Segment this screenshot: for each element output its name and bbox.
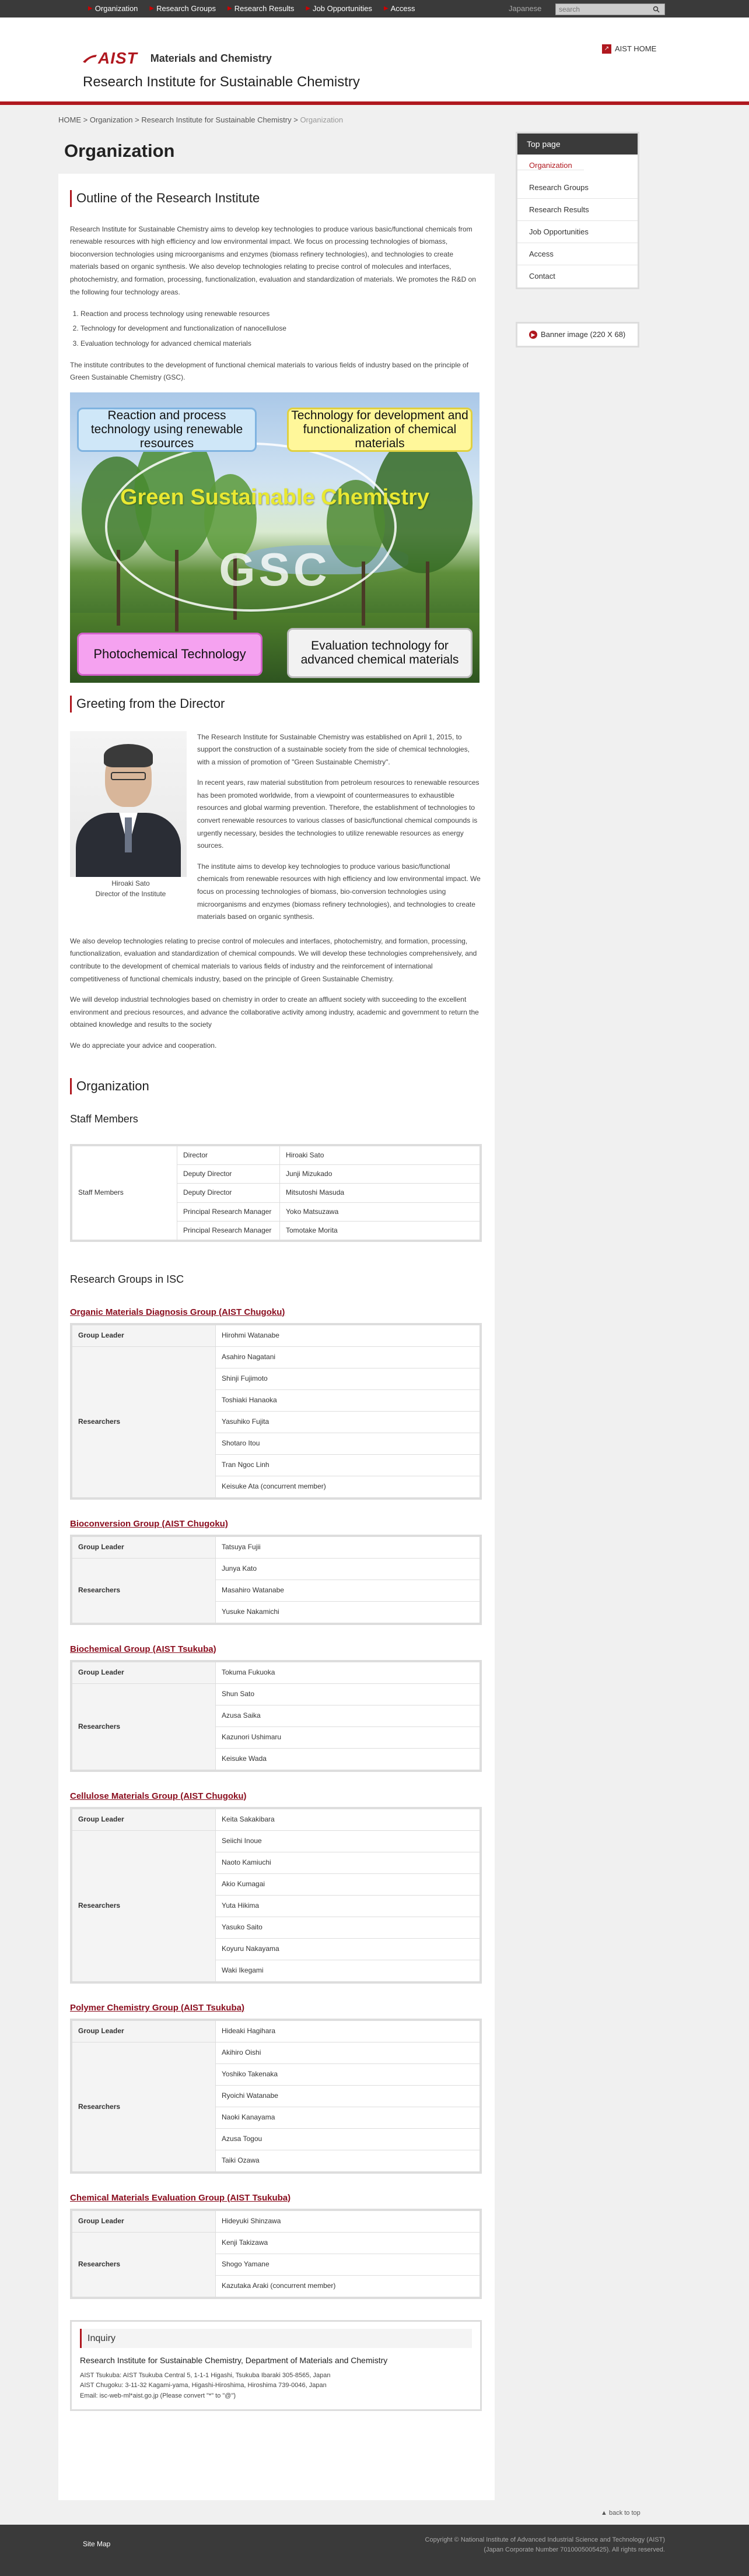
sidebar-item-organization[interactable]: Organization <box>517 161 584 170</box>
nav-label: Research Groups <box>156 3 216 13</box>
table-row <box>72 1662 480 1683</box>
researcher-name: Yasuko Saito <box>216 1917 480 1938</box>
breadcrumb-institute[interactable]: Research Institute for Sustainable Chemistry <box>141 115 292 124</box>
director-photo <box>70 731 187 877</box>
group-leader-name: Tatsuya Fujii <box>216 1536 480 1558</box>
table-row <box>72 2042 480 2063</box>
researcher-name: Keisuke Wada <box>216 1748 480 1770</box>
group-leader-label: Group Leader <box>72 1536 216 1558</box>
table-row <box>72 1325 480 1346</box>
back-to-top-label: back to top <box>608 2510 640 2517</box>
aist-home-link[interactable] <box>602 43 656 55</box>
researchers-label: Researchers <box>72 2232 216 2297</box>
arrow-icon: ▶ <box>306 5 311 12</box>
chevron-right-icon: ▶ <box>529 331 537 339</box>
nav-label: Research Results <box>234 3 295 13</box>
group-leader-name: Hideyuki Shinzawa <box>216 2210 480 2232</box>
group-table <box>70 1660 482 1772</box>
breadcrumb-sep: > <box>132 115 142 124</box>
table-row <box>72 1830 480 1852</box>
gsc-figure <box>70 392 480 683</box>
site-header <box>0 17 749 105</box>
nav-organization[interactable] <box>83 3 144 15</box>
staff-role: Principal Research Manager <box>177 1202 280 1221</box>
breadcrumb-organization[interactable]: Organization <box>89 115 133 124</box>
researcher-name: Kazutaka Araki (concurrent member) <box>216 2275 480 2297</box>
sidebar-item-research-groups[interactable]: Research Groups <box>517 177 638 199</box>
group-table <box>70 1323 482 1500</box>
staff-name: Yoko Matsuzawa <box>280 1202 480 1221</box>
researcher-name: Shinji Fujimoto <box>216 1368 480 1389</box>
arrow-icon: ▶ <box>149 5 155 12</box>
group-table <box>70 2209 482 2299</box>
site-logo[interactable] <box>83 50 272 66</box>
group-table <box>70 2019 482 2174</box>
nav-label: Job Opportunities <box>313 3 372 13</box>
table-row <box>72 1536 480 1558</box>
outline-paragraph: The institute contributes to the development of functional chemical materials to various fields of industry based on the principle of Green Sustainable Chemistry (GSC). <box>70 360 469 382</box>
researcher-name: Ryoichi Watanabe <box>216 2085 480 2107</box>
hair-shape <box>104 744 153 767</box>
top-bar <box>0 0 749 17</box>
breadcrumb-sep: > <box>291 115 300 124</box>
gsc-box-renewable: Reaction and process technology using renewable resources <box>77 408 257 452</box>
staff-role: Deputy Director <box>177 1165 280 1184</box>
group-title-link[interactable]: Cellulose Materials Group (AIST Chugoku) <box>70 1791 247 1801</box>
inquiry-address: AIST Chugoku: 3-11-32 Kagami-yama, Higashi-Hiroshima, Hiroshima 739-0046, Japan <box>80 2382 327 2389</box>
group-leader-label: Group Leader <box>72 1809 216 1830</box>
copyright-line: Copyright © National Institute of Advanced Industrial Science and Technology (AIST) <box>425 2536 665 2543</box>
sidebar-item-job-opportunities[interactable]: Job Opportunities <box>517 221 638 243</box>
researcher-name: Asahiro Nagatani <box>216 1346 480 1368</box>
site-footer <box>0 2525 749 2576</box>
researcher-name: Keisuke Ata (concurrent member) <box>216 1476 480 1497</box>
table-row <box>72 1683 480 1705</box>
research-groups <box>70 1305 482 2299</box>
researcher-name: Akio Kumagai <box>216 1873 480 1895</box>
search-box <box>555 3 665 15</box>
nav-job-opportunities[interactable] <box>300 3 379 15</box>
staff-name: Tomotake Morita <box>280 1221 480 1240</box>
director-heading: Greeting from the Director <box>70 696 482 713</box>
inquiry-box <box>70 2320 482 2412</box>
director-paragraph: We do appreciate your advice and cooperation. <box>70 1041 217 1050</box>
group-table <box>70 1807 482 1984</box>
aist-home-label: AIST HOME <box>615 44 657 53</box>
breadcrumb-home[interactable]: HOME <box>58 115 81 124</box>
researcher-name: Masahiro Watanabe <box>216 1580 480 1601</box>
table-row <box>72 1346 480 1368</box>
researchers-label: Researchers <box>72 1558 216 1623</box>
gsc-box-evaluation: Evaluation technology for advanced chemical materials <box>287 628 473 678</box>
director-caption <box>70 878 191 899</box>
staff-name: Mitsutoshi Masuda <box>280 1184 480 1202</box>
researcher-name: Kenji Takizawa <box>216 2232 480 2254</box>
table-row <box>72 2020 480 2042</box>
staff-label: Staff Members <box>72 1146 177 1240</box>
director-paragraph: We also develop technologies relating to precise control of molecules and interfaces, photochemistry, and formation, processing, functionalization, evaluation and standardization of chemical compounds. We will develop these technologies comprehensively, and contribute to the development of chemical materials to various fields of industry and the reinforcement of international competitiveness of functional chemicals industry, based on the principle of Green Sustainable Chemistry. <box>70 936 477 983</box>
top-nav <box>83 0 422 17</box>
search-input[interactable] <box>556 4 649 15</box>
banner-label: Banner image (220 X 68) <box>541 329 626 339</box>
researchers-label: Researchers <box>72 1346 216 1497</box>
director-paragraph: The institute aims to develop key technologies to produce various basic/functional chemicals from renewable resources with high efficiency and low environmental impact. We focus on processing technologies of biomass, bio-conversion technologies using microorganisms and enzymes (biomass refinery technologies), and technologies to create materials based on organic synthesis. <box>197 862 481 921</box>
sidebar-menu <box>516 132 639 289</box>
aist-swoosh-icon <box>83 54 97 63</box>
group-leader-name: Keita Sakakibara <box>216 1809 480 1830</box>
arrow-icon: ▶ <box>88 5 93 12</box>
sidebar-item-research-results[interactable]: Research Results <box>517 199 638 221</box>
gsc-title: Green Sustainable Chemistry <box>120 485 430 510</box>
inquiry-heading: Inquiry <box>80 2329 472 2349</box>
group-leader-label: Group Leader <box>72 2210 216 2232</box>
tie-shape <box>125 817 132 852</box>
search-icon[interactable] <box>649 4 663 15</box>
researcher-name: Akihiro Oishi <box>216 2042 480 2063</box>
group-title-link[interactable]: Organic Materials Diagnosis Group (AIST Chugoku) <box>70 1307 285 1317</box>
staff-heading: Staff Members <box>70 1113 138 1125</box>
researcher-name: Shun Sato <box>216 1683 480 1705</box>
group-leader-name: Tokuma Fukuoka <box>216 1662 480 1683</box>
group-title-link[interactable]: Polymer Chemistry Group (AIST Tsukuba) <box>70 2002 244 2013</box>
staff-table <box>70 1144 482 1242</box>
nav-research-results[interactable] <box>222 3 300 15</box>
researcher-name: Toshiaki Hanaoka <box>216 1389 480 1411</box>
director-text <box>191 731 482 932</box>
nav-access[interactable] <box>379 3 422 15</box>
researcher-name: Kazunori Ushimaru <box>216 1726 480 1748</box>
researcher-name: Koyuru Nakayama <box>216 1938 480 1960</box>
arrow-icon: ▶ <box>228 5 232 12</box>
inquiry-org: Research Institute for Sustainable Chemistry, Department of Materials and Chemistry <box>80 2356 388 2366</box>
groups-heading: Research Groups in ISC <box>70 1273 184 1285</box>
glasses-shape <box>111 772 146 780</box>
staff-role: Principal Research Manager <box>177 1221 280 1240</box>
researcher-name: Junya Kato <box>216 1558 480 1580</box>
researcher-name: Yusuke Nakamichi <box>216 1601 480 1623</box>
researcher-name: Naoki Kanayama <box>216 2107 480 2128</box>
inquiry-address: AIST Tsukuba: AIST Tsukuba Central 5, 1-1-1 Higashi, Tsukuba Ibaraki 305-8565, Japan <box>80 2371 331 2379</box>
staff-name: Junji Mizukado <box>280 1165 480 1184</box>
page-title: Organization <box>64 141 175 161</box>
group-title-link[interactable]: Bioconversion Group (AIST Chugoku) <box>70 1518 228 1529</box>
group-title-link[interactable]: Chemical Materials Evaluation Group (AIST Tsukuba) <box>70 2192 291 2203</box>
department-name: Materials and Chemistry <box>150 52 272 64</box>
arrow-icon: ▶ <box>383 5 388 12</box>
director-paragraph: The Research Institute for Sustainable Chemistry was established on April 1, 2015, to support the construction of a sustainable society from the side of chemical technologies, with a mission of promotion of "Green Sustainable Chemistry". <box>197 732 470 766</box>
banner-link[interactable] <box>516 322 639 348</box>
sidebar-head[interactable]: Top page <box>517 134 638 155</box>
list-item: 1. Reaction and process technology using renewable resources <box>80 307 482 321</box>
language-link[interactable]: Japanese <box>509 4 542 13</box>
copyright <box>420 2535 665 2554</box>
director-paragraph: We will develop industrial technologies based on chemistry in order to create an affluent society with succeeding to the excellent environment and precious resources, and advance the collaborative activity among industry, academic and government to return the obtained knowledge and results to the society <box>70 995 479 1029</box>
breadcrumb-current: Organization <box>300 115 344 124</box>
staff-role: Deputy Director <box>177 1184 280 1202</box>
gsc-box-photochemical: Photochemical Technology <box>77 633 262 676</box>
group-table <box>70 1535 482 1625</box>
director-name: Hiroaki Sato <box>111 879 150 887</box>
gsc-abbr: GSC <box>219 543 331 595</box>
external-link-icon: ↗ <box>602 44 611 54</box>
table-row <box>72 1558 480 1580</box>
nav-label: Organization <box>94 3 138 13</box>
site-title: Research Institute for Sustainable Chemistry <box>83 74 360 90</box>
technology-list <box>80 307 482 351</box>
sidebar-item-contact[interactable]: Contact <box>529 272 555 280</box>
nav-research-groups[interactable] <box>144 3 222 15</box>
arrow-up-icon: ▲ <box>601 2510 609 2517</box>
table-row <box>72 2232 480 2254</box>
director-photo-column <box>70 731 191 932</box>
group-leader-label: Group Leader <box>72 1662 216 1683</box>
outline-paragraph: Research Institute for Sustainable Chemistry aims to develop key technologies to produce various basic/functional chemicals from renewable resources with high efficiency and low environmental impact. We focus on processing technologies of biomass, bioconversion technologies using microorganisms and enzymes (biomass refinery technologies), and technologies to create materials based on organic synthesis. We also develop technologies relating to precise control of molecules and interfaces, photochemistry, and formation, processing, functionalization, evaluation and standardization of materials. We promotes the R&D on the following four technology areas. <box>70 224 476 296</box>
organization-heading: Organization <box>70 1078 482 1095</box>
director-paragraph: In recent years, raw material substitution from petroleum resources to renewable resources has been promoted worldwide, from a viewpoint of countermeasures to exhaustible resources and global warming prevention. Therefore, the establishment of technologies to convert renewable resources to various classes of basic/functional chemical compounds is urgently necessary, besides the technologies to utilize renewable resources as energy sources. <box>197 778 480 850</box>
researcher-name: Shotaro Itou <box>216 1433 480 1454</box>
inquiry-email: Email: isc-web-ml*aist.go.jp (Please convert "*" to "@") <box>80 2392 236 2399</box>
researchers-label: Researchers <box>72 1830 216 1981</box>
list-item: 2. Technology for development and functionalization of nanocellulose <box>80 321 482 336</box>
group-leader-name: Hirohmi Watanabe <box>216 1325 480 1346</box>
table-row <box>72 2210 480 2232</box>
table-row <box>72 1809 480 1830</box>
researcher-name: Taiki Ozawa <box>216 2150 480 2171</box>
sitemap-link[interactable]: Site Map <box>83 2540 111 2548</box>
breadcrumb-sep: > <box>81 115 90 124</box>
staff-role: Director <box>177 1146 280 1164</box>
researcher-name: Yoshiko Takenaka <box>216 2063 480 2085</box>
group-leader-label: Group Leader <box>72 1325 216 1346</box>
researchers-label: Researchers <box>72 1683 216 1770</box>
researcher-name: Azusa Togou <box>216 2128 480 2150</box>
researcher-name: Waki Ikegami <box>216 1960 480 1981</box>
group-leader-label: Group Leader <box>72 2020 216 2042</box>
group-leader-name: Hideaki Hagihara <box>216 2020 480 2042</box>
table-row <box>72 1146 480 1164</box>
back-to-top-link[interactable] <box>601 2508 640 2519</box>
researcher-name: Yasuhiko Fujita <box>216 1411 480 1433</box>
group-title-link[interactable]: Biochemical Group (AIST Tsukuba) <box>70 1644 216 1654</box>
list-item: 3. Evaluation technology for advanced chemical materials <box>80 336 482 351</box>
researcher-name: Shogo Yamane <box>216 2254 480 2275</box>
director-role: Director of the Institute <box>95 889 166 898</box>
gsc-box-functionalization: Technology for development and functionalization of chemical materials <box>287 408 473 452</box>
outline-heading: Outline of the Research Institute <box>70 190 482 207</box>
researcher-name: Naoto Kamiuchi <box>216 1852 480 1873</box>
researchers-label: Researchers <box>72 2042 216 2171</box>
corporate-number: (Japan Corporate Number 7010005005425). All rights reserved. <box>484 2546 665 2553</box>
director-section <box>70 731 482 932</box>
researcher-name: Azusa Saika <box>216 1705 480 1726</box>
sidebar-item-access[interactable]: Access <box>517 243 638 265</box>
staff-name: Hiroaki Sato <box>280 1146 480 1164</box>
aist-logo-text: AIST <box>98 49 138 67</box>
breadcrumb <box>58 114 343 127</box>
nav-label: Access <box>390 3 415 13</box>
main-content <box>58 174 495 2500</box>
researcher-name: Yuta Hikima <box>216 1895 480 1917</box>
researcher-name: Seiichi Inoue <box>216 1830 480 1852</box>
researcher-name: Tran Ngoc Linh <box>216 1454 480 1476</box>
